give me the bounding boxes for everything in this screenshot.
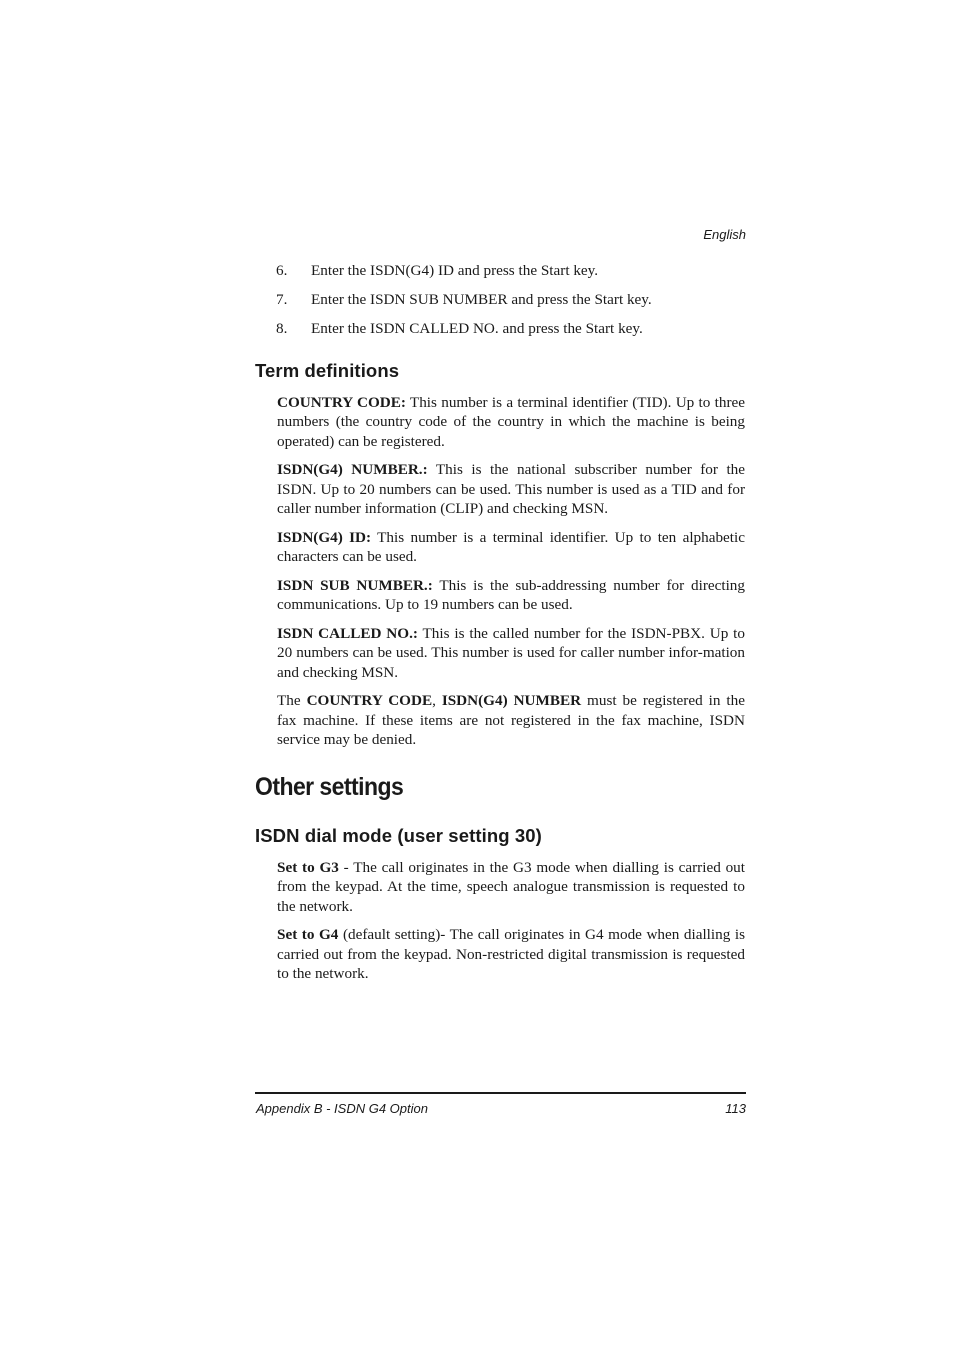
definition-text: This is the sub-addressing number for directing communications. Up to 19 numbers can be used. <box>277 576 745 614</box>
other-settings-heading: Other settings <box>255 773 404 801</box>
definition-term: ISDN(G4) ID: <box>277 528 372 546</box>
footer-divider <box>255 1092 746 1094</box>
setting-text: (default setting)- The call originates in G4 mode when dialling is carried out from the keypad. Non-restricted digital transmission is requested to the network. <box>277 926 745 982</box>
note-term: ISDN(G4) NUMBER <box>441 692 582 710</box>
term-definitions-heading: Term definitions <box>255 360 400 381</box>
note-term: COUNTRY CODE <box>306 692 433 710</box>
step-text: Enter the ISDN SUB NUMBER and press the Start key. <box>311 291 652 308</box>
definition-text: This number is a terminal identifier (TID). Up to three numbers (the country code of the country in which the machine is being operated) can be registered. <box>277 394 746 450</box>
term-definitions-body <box>277 393 745 759</box>
definition-term: ISDN SUB NUMBER.: <box>277 576 433 594</box>
list-item <box>276 290 746 309</box>
setting-term: Set to G3 <box>277 859 339 876</box>
step-number: 7. <box>276 291 288 308</box>
setting-paragraph <box>277 858 745 916</box>
step-number: 6. <box>276 262 288 279</box>
dial-mode-heading: ISDN dial mode (user setting 30) <box>255 825 542 846</box>
definition-paragraph <box>277 624 745 682</box>
definition-text: This is the called number for the ISDN-PBX. Up to 20 numbers can be used. This number is used for caller number infor-mation and checking MSN. <box>277 624 745 681</box>
step-number: 8. <box>276 320 288 337</box>
dial-mode-body <box>277 858 745 993</box>
definition-text: This number is a terminal identifier. Up to ten alphabetic characters can be used. <box>277 528 745 566</box>
step-text: Enter the ISDN CALLED NO. and press the Start key. <box>311 320 643 337</box>
definition-paragraph <box>277 576 745 615</box>
page-number: 113 <box>725 1101 746 1116</box>
definition-term: ISDN(G4) NUMBER.: <box>277 461 428 479</box>
setting-text: - The call originates in the G3 mode when dialling is carried out from the keypad. At the time, speech analogue transmission is requested to the network. <box>277 859 745 915</box>
setting-term: Set to G4 <box>277 926 339 944</box>
definition-paragraph <box>277 528 745 567</box>
note-prefix: The <box>277 692 307 710</box>
list-item <box>276 319 746 338</box>
setting-paragraph <box>277 925 745 983</box>
registration-note <box>277 691 745 749</box>
definition-term: ISDN CALLED NO.: <box>277 624 418 642</box>
footer-chapter: Appendix B - ISDN G4 Option <box>256 1101 428 1116</box>
header-language: English <box>703 227 746 242</box>
step-text: Enter the ISDN(G4) ID and press the Start key. <box>311 262 599 279</box>
steps-list <box>276 261 746 348</box>
definition-term: COUNTRY CODE: <box>277 394 406 411</box>
note-separator: , <box>432 692 442 710</box>
definition-paragraph <box>277 460 745 518</box>
definition-paragraph <box>277 393 745 451</box>
list-item <box>276 261 746 280</box>
definition-text: This is the national subscriber number for the ISDN. Up to 20 numbers can be used. This number is used as a TID and for caller number information (CLIP) and checking MSN. <box>277 461 745 517</box>
note-text: must be registered in the fax machine. If these items are not registered in the fax machine, ISDN service may be denied. <box>277 692 745 748</box>
